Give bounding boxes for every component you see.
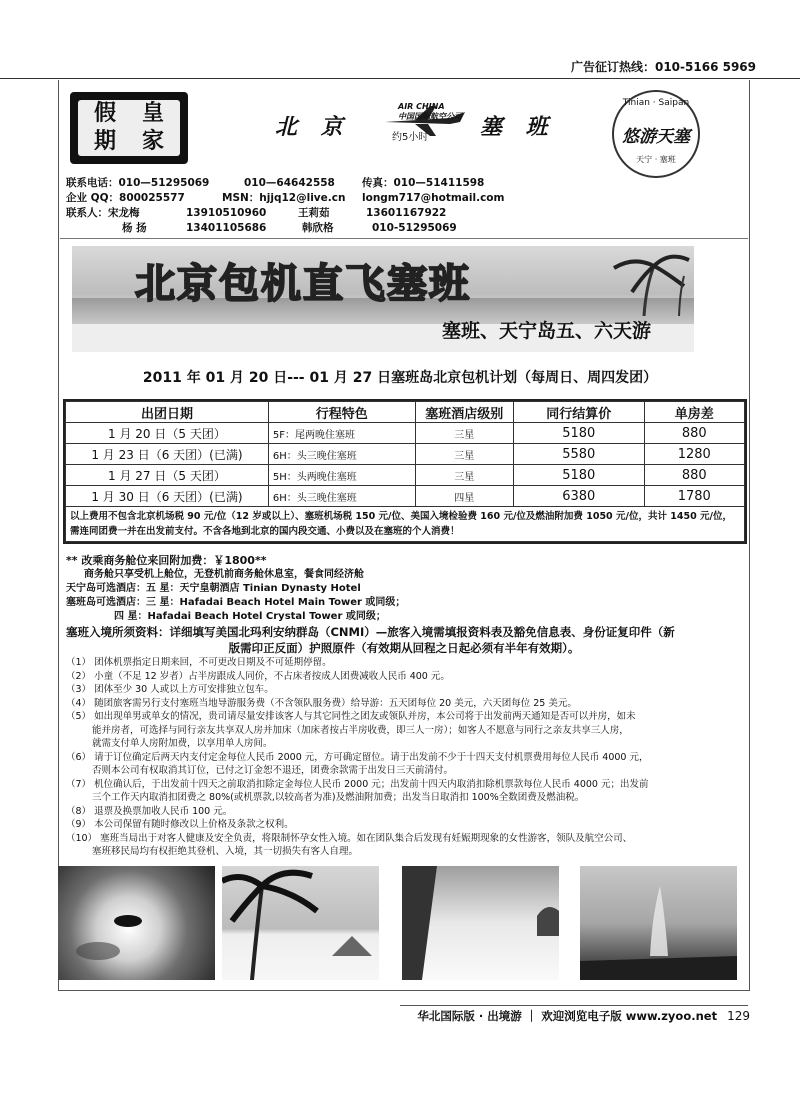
list-item: （6） 请于订位确定后两天内支付定金每位人民币 2000 元，方可确定留位。请于出发前不少于十四天支付机票费用每位人民币 4000 元， bbox=[66, 751, 649, 763]
contact-tel: 010-51295069 bbox=[372, 222, 457, 234]
business-class-surcharge: ** 改乘商务舱位来回附加费：￥1800** bbox=[66, 554, 267, 567]
list-item: （4） 随团旅客需另行支付塞班当地导游服务费（不含领队服务费）给导游：五天团每位 20 美元，六天团每位 25 美元。 bbox=[66, 697, 577, 709]
departure-date: 1 月 20 日（5 天团） bbox=[66, 423, 269, 444]
footer-rule bbox=[400, 1005, 748, 1006]
list-item: 三个工作天内取消扣团费之 80%(或机票款,以较高者为准)及燃油附加费；出发当日取消扣 100%全数团费及燃油税。 bbox=[92, 792, 585, 803]
divider bbox=[60, 238, 748, 239]
footer bbox=[417, 1008, 750, 1024]
table-header-row bbox=[66, 402, 745, 423]
trade-price: 5180 bbox=[513, 465, 644, 486]
logo-char: 皇 bbox=[141, 101, 164, 126]
top-rule bbox=[0, 78, 800, 79]
fax: 传真：010—51411598 bbox=[362, 177, 485, 189]
entry-requirements-cont: 版需印正反面）护照原件（有效期从回程之日起必须有半年有效期）。 bbox=[228, 641, 580, 655]
blowhole-photo bbox=[580, 866, 737, 980]
saipan-hotel-3star: 塞班岛可选酒店：三 星：Hafadai Beach Hotel Main Tower 或同级； bbox=[66, 597, 406, 608]
beach-palm-photo bbox=[222, 866, 379, 980]
single-supplement: 1280 bbox=[644, 444, 744, 465]
logo-char: 家 bbox=[141, 129, 164, 154]
beach-shore-photo bbox=[402, 866, 559, 980]
route-to: 塞 班 bbox=[480, 114, 556, 140]
table-header: 单房差 bbox=[644, 402, 744, 423]
list-item: （9） 本公司保留有随时修改以上价格及条款之权利。 bbox=[66, 819, 294, 830]
banner-subtitle: 塞班、天宁岛五、六天游 bbox=[442, 320, 652, 342]
qq: 企业 QQ：800025577 bbox=[66, 192, 185, 204]
notes-list bbox=[66, 656, 742, 859]
banner-title: 北京包机直飞塞班 bbox=[135, 261, 471, 307]
table-row bbox=[66, 486, 745, 507]
departure-date: 1 月 27 日（5 天团） bbox=[66, 465, 269, 486]
single-supplement: 880 bbox=[644, 465, 744, 486]
contact-person: 韩欣格 bbox=[302, 222, 334, 234]
contact-person: 联系人：宋龙梅 bbox=[66, 207, 140, 219]
business-class-note: 商务舱只享受机上舱位，无登机前商务舱休息室，餐食同经济舱 bbox=[84, 569, 364, 580]
logo-char: 假 bbox=[93, 101, 116, 126]
trade-price: 6380 bbox=[513, 486, 644, 507]
departure-date: 1 月 23 日（6 天团）(已满) bbox=[66, 444, 269, 465]
holiday-palace-logo bbox=[70, 92, 188, 164]
tinian-hotel: 天宁岛可选酒店：五 星：天宁皇朝酒店 Tinian Dynasty Hotel bbox=[66, 583, 361, 594]
table-row bbox=[66, 444, 745, 465]
table-row bbox=[66, 465, 745, 486]
tinian-saipan-seal bbox=[612, 90, 700, 178]
single-supplement: 1780 bbox=[644, 486, 744, 507]
trade-price: 5580 bbox=[513, 444, 644, 465]
seal-cn: 悠游天塞 bbox=[622, 127, 690, 147]
contact-tel: 13401105686 bbox=[186, 222, 267, 234]
palm-tree-icon bbox=[584, 246, 694, 316]
air-china-en: AIR CHINA bbox=[398, 102, 445, 111]
table-note-row bbox=[66, 507, 745, 542]
ad-hotline: 广告征订热线：010-5166 5969 bbox=[570, 60, 756, 74]
departure-price-table bbox=[63, 399, 747, 544]
underwater-photo bbox=[58, 866, 215, 980]
entry-requirements: 塞班入境所须资料：详细填写美国北玛利安纳群岛（CNMI）—旅客入境需填报资料表及豁免信息表、身份证复印件（新 bbox=[66, 625, 675, 639]
list-item: （5） 如出现单男或单女的情况，贵司请尽量安排该客人与其它同性之团友或领队并房，本公司将于出发前两天通知是否可以并房，如未 bbox=[66, 711, 636, 722]
footer-text: 华北国际版 · 出境游 ｜ 欢迎浏览电子版 www.zyoo.net bbox=[417, 1009, 718, 1023]
phone: 联系电话：010—51295069 bbox=[66, 177, 210, 189]
trade-price: 5180 bbox=[513, 423, 644, 444]
list-item: （1） 团体机票指定日期来回，不可更改日期及不可延期停留。 bbox=[66, 657, 332, 668]
hotel-level: 三星 bbox=[415, 444, 513, 465]
contact-tel: 13910510960 bbox=[186, 207, 267, 219]
itinerary: 5H：头两晚住塞班 bbox=[268, 465, 415, 486]
contact-person: 杨 扬 bbox=[122, 222, 147, 234]
list-item: （3） 团体至少 30 人或以上方可安排独立包车。 bbox=[66, 684, 274, 695]
list-item: （10） 塞班当局出于对客人健康及安全负责，将限制怀孕女性入境。如在团队集合后发现有妊娠期现象的女性游客，领队及航空公司、 bbox=[66, 832, 633, 844]
email: longm717@hotmail.com bbox=[362, 192, 505, 204]
price-exclusions-note: 以上费用不包含北京机场税 90 元/位（12 岁或以上）、塞班机场税 150 元/位、美国入境检验费 160 元/位及燃油附加费 1050 元/位，共计 1450 元/位，需连同团费一并在出发前支付。不含各地到北京的国内段交通、小费以及在塞班的个人消费！ bbox=[66, 507, 745, 542]
air-china-brand bbox=[398, 102, 462, 122]
page-number: 129 bbox=[727, 1009, 750, 1023]
list-item: （8） 退票及换票加收人民币 100 元。 bbox=[66, 805, 233, 817]
list-item: 能并房者，可选择与同行亲友共享双人房并加床（加床者按占半房收费，即三人一房）；如客人不愿意与同行之亲友共享三人房， bbox=[92, 724, 629, 736]
departure-date: 1 月 30 日（6 天团）(已满) bbox=[66, 486, 269, 507]
flight-duration: 约5小时 bbox=[392, 132, 429, 143]
air-china-cn: 中国国际航空公司 bbox=[398, 112, 462, 121]
itinerary: 5F：尾两晚住塞班 bbox=[268, 423, 415, 444]
route-from: 北 京 bbox=[275, 114, 351, 140]
table-header: 行程特色 bbox=[268, 402, 415, 423]
msn: MSN：hjjq12@live.cn bbox=[222, 192, 346, 204]
list-item: （7） 机位确认后，于出发前十四天之前取消扣除定金每位人民币 2000 元；出发前十四天内取消扣除机票款每位人民币 4000 元；出发前 bbox=[66, 778, 649, 790]
contact-person: 王莉茹 bbox=[298, 207, 330, 219]
hotel-level: 三星 bbox=[415, 465, 513, 486]
list-item: 塞班移民局均有权拒绝其登机、入境，其一切损失有客人自理。 bbox=[92, 846, 359, 857]
table-header: 塞班酒店级别 bbox=[415, 402, 513, 423]
hotel-level: 三星 bbox=[415, 423, 513, 444]
charter-plan-title: 2011 年 01 月 20 日--- 01 月 27 日塞班岛北京包机计划（每周日、周四发团） bbox=[142, 370, 658, 386]
table-row bbox=[66, 423, 745, 444]
hotel-level: 四星 bbox=[415, 486, 513, 507]
logo-char: 期 bbox=[93, 129, 116, 154]
table-header: 出团日期 bbox=[66, 402, 269, 423]
terms-section bbox=[66, 554, 742, 859]
contact-tel: 13601167922 bbox=[366, 207, 447, 219]
saipan-hotel-4star: 四 星：Hafadai Beach Hotel Crystal Tower 或同级； bbox=[114, 611, 386, 622]
single-supplement: 880 bbox=[644, 423, 744, 444]
seal-en: Tinian · Saipan bbox=[622, 98, 690, 108]
list-item: 否则本公司有权取消其订位，已付之订金恕不退还，团费余款需于出发日三天前清付。 bbox=[92, 765, 454, 776]
list-item: （2） 小童（不足 12 岁者）占半房跟成人同价，不占床者按成人团费减收人民币 400 元。 bbox=[66, 670, 450, 682]
itinerary: 6H：头三晚住塞班 bbox=[268, 444, 415, 465]
phone-2: 010—64642558 bbox=[244, 177, 335, 189]
seal-bottom: 天宁 · 塞班 bbox=[636, 155, 676, 164]
list-item: 就需支付单人房附加费，以享用单人房间。 bbox=[92, 738, 273, 749]
table-header: 同行结算价 bbox=[513, 402, 644, 423]
itinerary: 6H：头三晚住塞班 bbox=[268, 486, 415, 507]
